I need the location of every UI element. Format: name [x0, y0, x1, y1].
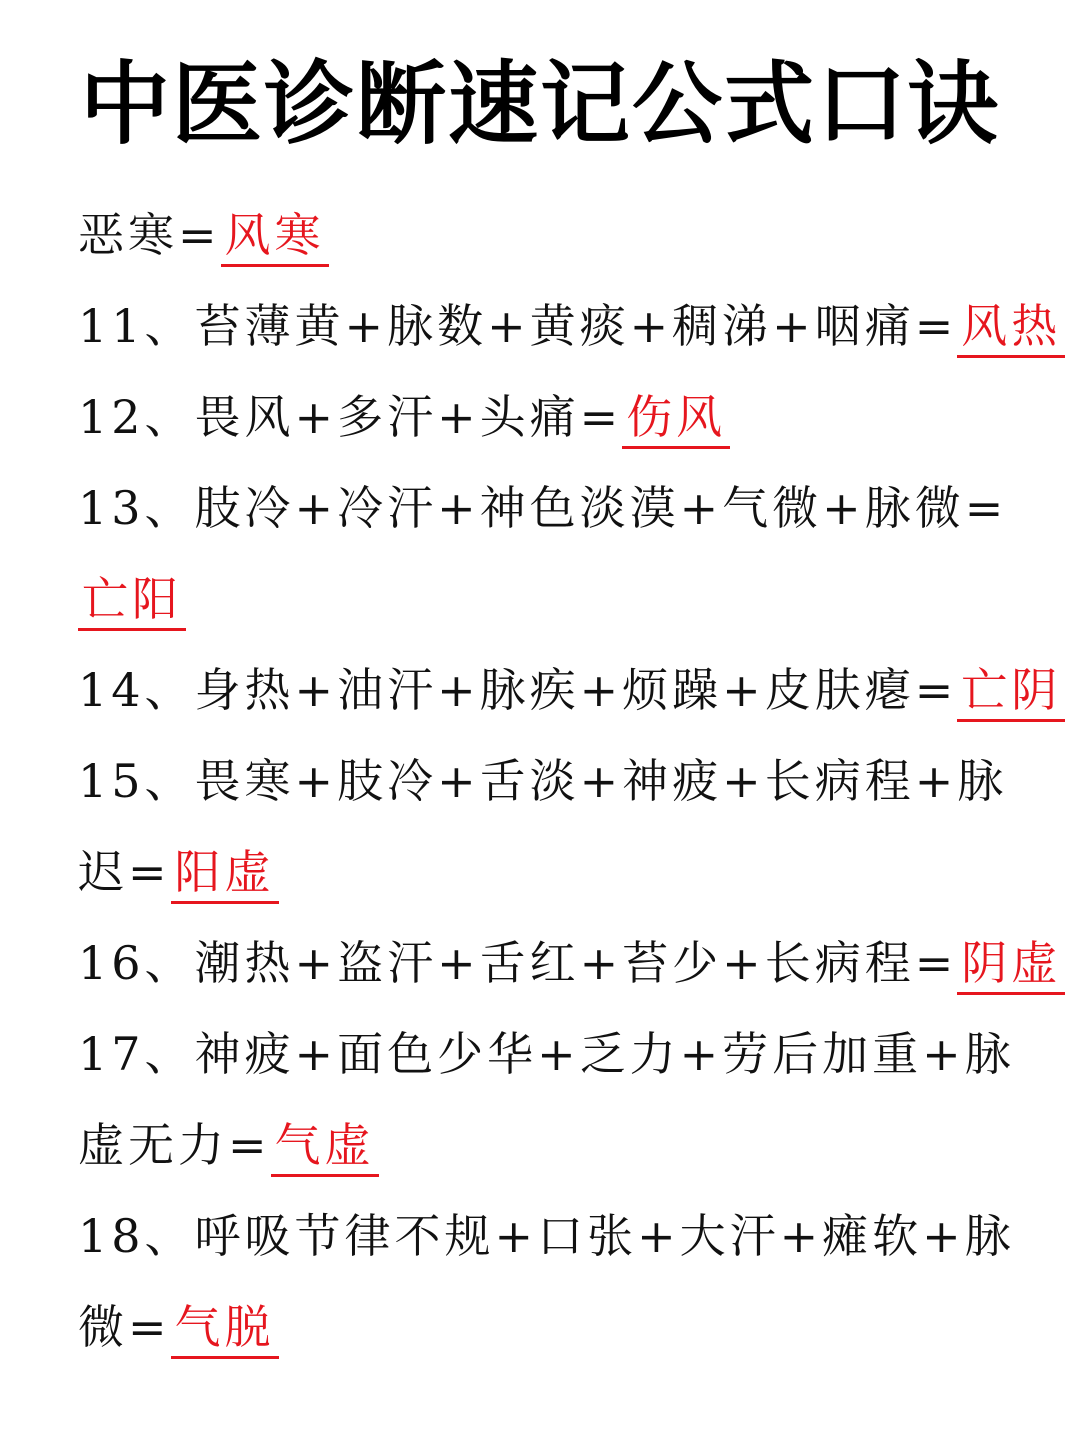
formula-text: 迟= [78, 845, 171, 899]
formula-line [78, 554, 1038, 645]
formula-answer: 阴虚 [957, 936, 1065, 995]
formula-text: 14、身热+油汗+脉疾+烦躁+皮肤瘪= [78, 663, 958, 717]
formula-line [78, 1191, 1038, 1282]
formula-line [78, 190, 1038, 281]
formula-line [78, 1009, 1038, 1100]
formula-text: 虚无力= [78, 1118, 271, 1172]
formula-text: 12、畏风+多汗+头痛= [78, 390, 623, 444]
formula-text: 11、苔薄黄+脉数+黄痰+稠涕+咽痛= [78, 299, 958, 353]
formula-answer: 伤风 [622, 390, 730, 449]
formula-answer: 气脱 [171, 1300, 279, 1359]
formula-line [78, 463, 1038, 554]
formula-line [78, 736, 1038, 827]
formula-line [78, 1282, 1038, 1373]
formula-text: 13、肢冷+冷汗+神色淡漠+气微+脉微= [78, 481, 1008, 535]
formula-text: 18、呼吸节律不规+口张+大汗+瘫软+脉 [78, 1209, 1015, 1263]
formula-line [78, 645, 1062, 736]
formula-text: 15、畏寒+肢冷+舌淡+神疲+长病程+脉 [78, 754, 1008, 808]
formula-text: 恶寒= [78, 208, 221, 262]
formula-text: 17、神疲+面色少华+乏力+劳后加重+脉 [78, 1027, 1015, 1081]
formula-line [78, 372, 1038, 463]
formula-text: 16、潮热+盗汗+舌红+苔少+长病程= [78, 936, 958, 990]
formula-text: 微= [78, 1300, 171, 1354]
page-title: 中医诊断速记公式口诀 [80, 52, 1000, 157]
formula-line [78, 1100, 1038, 1191]
formula-answer: 气虚 [271, 1118, 379, 1177]
formula-answer: 风寒 [221, 208, 329, 267]
formula-line [78, 918, 1062, 1009]
formula-answer: 阳虚 [171, 845, 279, 904]
formula-line [78, 827, 1038, 918]
formula-line [78, 281, 1062, 372]
formula-list [78, 190, 1062, 1373]
formula-answer: 风热 [957, 299, 1065, 358]
formula-answer: 亡阳 [78, 572, 186, 631]
formula-answer: 亡阴 [957, 663, 1065, 722]
